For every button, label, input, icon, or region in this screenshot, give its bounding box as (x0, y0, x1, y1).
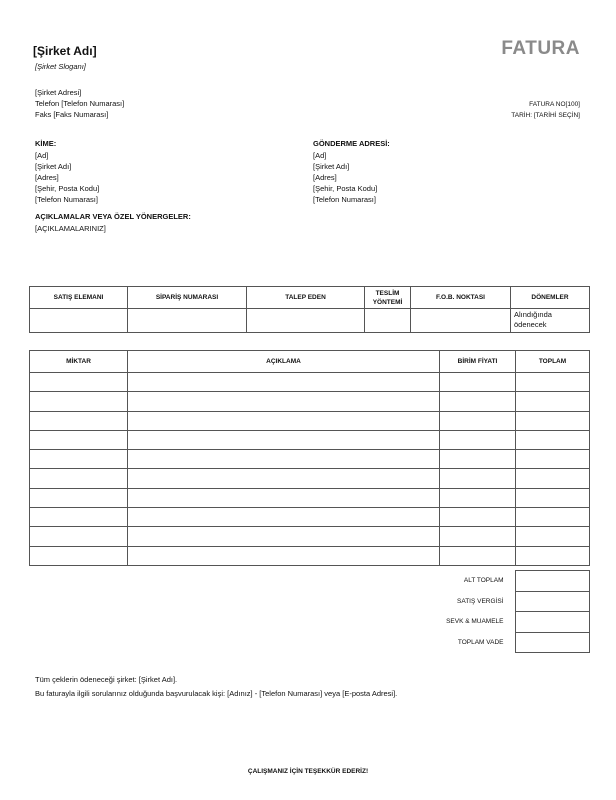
unit-price-cell[interactable] (440, 469, 516, 488)
unit-price-cell[interactable] (440, 527, 516, 546)
invoice-meta (511, 99, 580, 121)
company-address: [Şirket Adresi] (35, 88, 82, 97)
quantity-cell[interactable] (30, 508, 128, 527)
table-row (30, 508, 590, 527)
unit-price-cell[interactable] (440, 546, 516, 565)
description-cell[interactable] (128, 411, 440, 430)
line-total-cell[interactable] (516, 430, 590, 449)
header-delivery-method: TESLİM YÖNTEMİ (365, 287, 411, 309)
line-total-cell[interactable] (516, 508, 590, 527)
unit-price-cell[interactable] (440, 508, 516, 527)
line-items-table (29, 350, 590, 566)
description-cell[interactable] (128, 430, 440, 449)
totals-table (439, 570, 590, 653)
items-header-row (30, 351, 590, 373)
unit-price-cell[interactable] (440, 430, 516, 449)
table-row (30, 373, 590, 392)
description-cell[interactable] (128, 508, 440, 527)
line-total-cell[interactable] (516, 411, 590, 430)
table-row (30, 392, 590, 411)
table-row (30, 488, 590, 507)
line-total-cell[interactable] (516, 527, 590, 546)
quantity-cell[interactable] (30, 488, 128, 507)
order-number-cell[interactable] (128, 309, 247, 333)
ship-to-name: [Ad] (313, 151, 327, 160)
bill-to-city: [Şehir, Posta Kodu] (35, 184, 100, 193)
subtotal-label: ALT TOPLAM (463, 577, 504, 585)
quantity-cell[interactable] (30, 430, 128, 449)
company-fax: Faks [Faks Numarası] (35, 110, 109, 119)
unit-price-cell[interactable] (440, 411, 516, 430)
shipping-value[interactable] (515, 612, 589, 633)
total-due-label: TOPLAM VADE (457, 638, 504, 646)
quantity-cell[interactable] (30, 392, 128, 411)
subtotal-value[interactable] (515, 571, 589, 592)
quantity-cell[interactable] (30, 469, 128, 488)
header-order-number: SİPARİŞ NUMARASI (128, 287, 247, 309)
delivery-method-cell[interactable] (365, 309, 411, 333)
bill-to-phone: [Telefon Numarası] (35, 195, 98, 204)
description-cell[interactable] (128, 527, 440, 546)
line-total-cell[interactable] (516, 450, 590, 469)
quantity-cell[interactable] (30, 450, 128, 469)
company-name: [Şirket Adı] (33, 44, 97, 58)
company-slogan: [Şirket Sloganı] (35, 62, 86, 71)
total-due-value[interactable] (515, 632, 589, 653)
salesperson-cell[interactable] (30, 309, 128, 333)
bill-to-address: [Adres] (35, 173, 59, 182)
bill-to-label: KİME: (35, 139, 57, 148)
unit-price-cell[interactable] (440, 392, 516, 411)
comments-label: AÇIKLAMALAR VEYA ÖZEL YÖNERGELER: (35, 212, 191, 221)
unit-price-cell[interactable] (440, 373, 516, 392)
quantity-cell[interactable] (30, 373, 128, 392)
bill-to-block (35, 150, 99, 205)
ship-to-address: [Adres] (313, 173, 337, 182)
line-total-cell[interactable] (516, 392, 590, 411)
quantity-cell[interactable] (30, 546, 128, 565)
table-row (30, 469, 590, 488)
description-cell[interactable] (128, 392, 440, 411)
header-line-total: TOPLAM (516, 351, 590, 373)
header-unit-price: BİRİM FİYATI (440, 351, 516, 373)
invoice-number: FATURA NO[100] (529, 101, 580, 108)
header-quantity: MİKTAR (30, 351, 128, 373)
subtotal-row (439, 571, 589, 592)
ship-to-city: [Şehir, Posta Kodu] (313, 184, 378, 193)
contact-note: Bu faturayla ilgili sorularınız olduğunda başvurulacak kişi: [Adınız] - [Telefon Numarası] veya [E-posta Adresi]. (35, 689, 398, 698)
table-row (30, 430, 590, 449)
table-row (30, 546, 590, 565)
order-data-row (30, 309, 590, 333)
total-due-row (439, 632, 589, 653)
ship-to-company: [Şirket Adı] (313, 162, 350, 171)
quantity-cell[interactable] (30, 411, 128, 430)
shipping-row (439, 612, 589, 633)
bill-to-company: [Şirket Adı] (35, 162, 72, 171)
comments-value: [AÇIKLAMALARINIZ] (35, 224, 106, 233)
shipping-label: SEVK & MUAMELE (446, 618, 504, 626)
description-cell[interactable] (128, 450, 440, 469)
company-phone: Telefon [Telefon Numarası] (35, 99, 125, 108)
footer-notes (35, 673, 397, 701)
unit-price-cell[interactable] (440, 488, 516, 507)
sales-tax-label: SATIŞ VERGİSİ (457, 597, 504, 605)
header-fob-point: F.O.B. NOKTASI (411, 287, 511, 309)
line-total-cell[interactable] (516, 488, 590, 507)
fob-point-cell[interactable] (411, 309, 511, 333)
quantity-cell[interactable] (30, 527, 128, 546)
description-cell[interactable] (128, 469, 440, 488)
header-description: AÇIKLAMA (128, 351, 440, 373)
order-header-row (30, 287, 590, 309)
thank-you-note: ÇALIŞMANIZ İÇİN TEŞEKKÜR EDERİZ! (247, 768, 369, 775)
terms-cell[interactable]: Alındığında ödenecek (511, 309, 590, 333)
table-row (30, 450, 590, 469)
bill-to-name: [Ad] (35, 151, 49, 160)
ship-to-phone: [Telefon Numarası] (313, 195, 376, 204)
header-salesperson: SATIŞ ELEMANI (30, 287, 128, 309)
invoice-date: TARİH: [TARİHİ SEÇİN] (511, 112, 580, 119)
requested-by-cell[interactable] (247, 309, 365, 333)
description-cell[interactable] (128, 373, 440, 392)
ship-to-block (313, 150, 377, 205)
invoice-title: FATURA (501, 38, 580, 59)
order-info-table (29, 286, 590, 333)
ship-to-label: GÖNDERME ADRESİ: (313, 139, 390, 148)
payable-to-note: Tüm çeklerin ödeneceği şirket: [Şirket Adı]. (35, 675, 178, 684)
table-row (30, 411, 590, 430)
description-cell[interactable] (128, 488, 440, 507)
line-total-cell[interactable] (516, 546, 590, 565)
description-cell[interactable] (128, 546, 440, 565)
table-row (30, 527, 590, 546)
sales-tax-row (439, 591, 589, 612)
line-total-cell[interactable] (516, 469, 590, 488)
sales-tax-value[interactable] (515, 591, 589, 612)
header-requested-by: TALEP EDEN (247, 287, 365, 309)
header-terms: DÖNEMLER (511, 287, 590, 309)
company-address-block (35, 87, 124, 120)
line-total-cell[interactable] (516, 373, 590, 392)
unit-price-cell[interactable] (440, 450, 516, 469)
